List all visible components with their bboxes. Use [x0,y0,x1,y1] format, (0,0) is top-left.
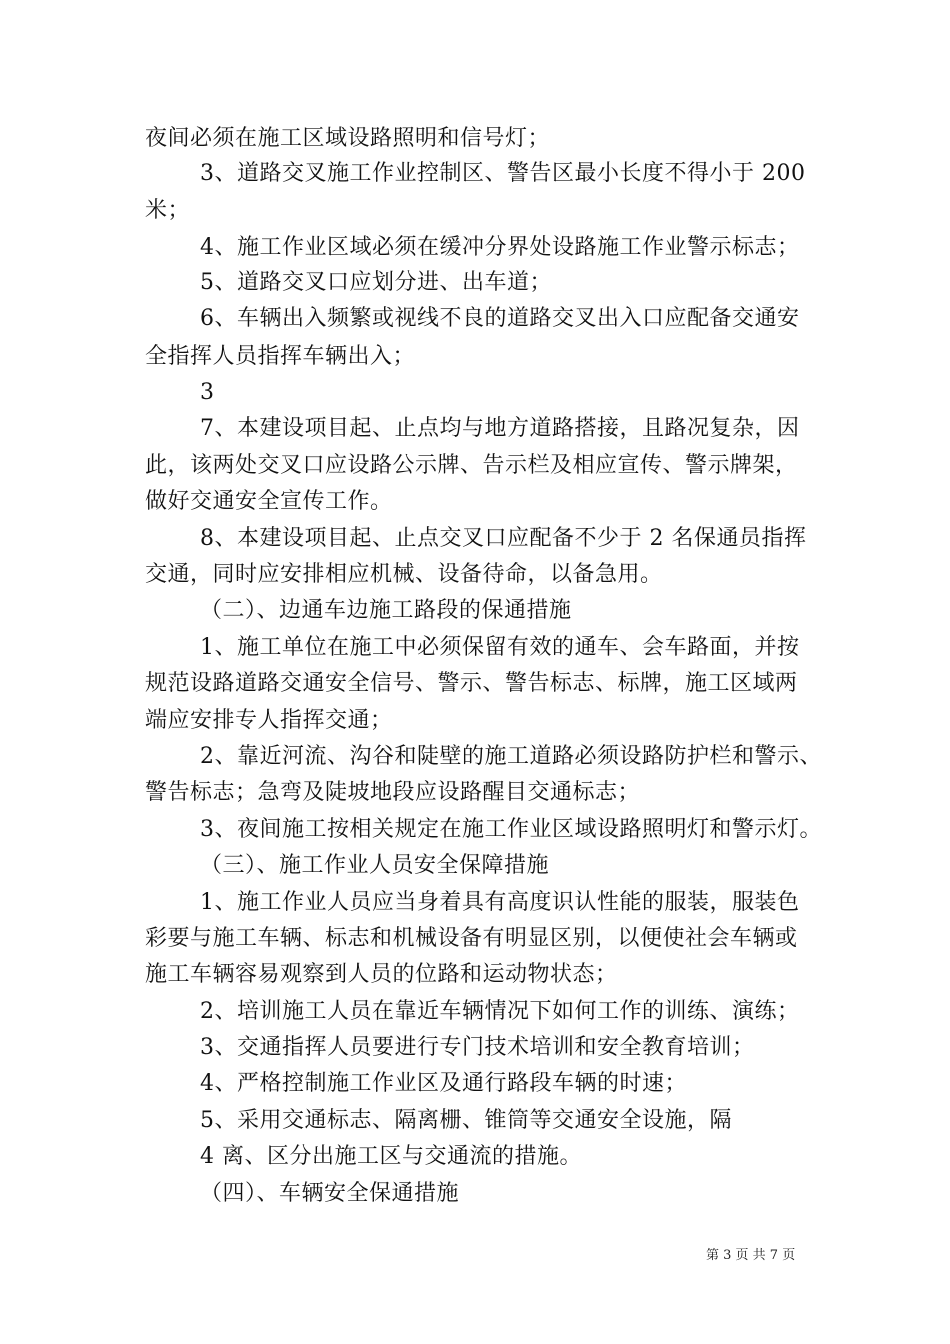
text-line: 3、道路交叉施工作业控制区、警告区最小长度不得小于 200 [200,161,806,186]
page-number-footer: 第 3 页 共 7 页 [706,1248,796,1263]
text-line: 1、施工作业人员应当身着具有高度识认性能的服装，服装色 [200,890,800,915]
text-line: 施工车辆容易观察到人员的位路和运动物状态； [145,962,618,987]
text-line: 交通，同时应安排相应机械、设备待命，以备急用。 [145,562,663,587]
page-marker: 3 [200,380,215,405]
text-line: 4、施工作业区域必须在缓冲分界处设路施工作业警示标志； [200,235,800,260]
text-line: 1、施工单位在施工中必须保留有效的通车、会车路面，并按 [200,635,800,660]
text-line: 夜间必须在施工区域设路照明和信号灯； [145,126,551,151]
section-heading: （三）、施工作业人员安全保障措施 [200,853,550,878]
text-line: 彩要与施工车辆、标志和机械设备有明显区别，以便使社会车辆或 [145,926,798,951]
text-line: 3、夜间施工按相关规定在施工作业区域设路照明灯和警示灯。 [200,817,822,842]
text-line: 5、采用交通标志、隔离栅、锥筒等交通安全设施，隔 [200,1108,732,1133]
text-line: 4 离、区分出施工区与交通流的措施。 [200,1144,582,1169]
text-line: 做好交通安全宣传工作。 [145,489,393,514]
text-line: 米； [145,198,191,223]
text-line: 2、培训施工人员在靠近车辆情况下如何工作的训练、演练； [200,999,800,1024]
section-heading: （四）、车辆安全保通措施 [200,1181,460,1206]
text-line: 2、靠近河流、沟谷和陡壁的施工道路必须设路防护栏和警示、 [200,744,822,769]
text-line: 此，该两处交叉口应设路公示牌、告示栏及相应宣传、警示牌架， [145,453,798,478]
text-line: 全指挥人员指挥车辆出入； [145,344,416,369]
text-line: 3、交通指挥人员要进行专门技术培训和安全教育培训； [200,1035,755,1060]
text-line: 5、道路交叉口应划分进、出车道； [200,270,552,295]
text-line: 规范设路道路交通安全信号、警示、警告标志、标牌，施工区域两 [145,671,798,696]
text-line: 8、本建设项目起、止点交叉口应配备不少于 2 名保通员指挥 [200,526,807,551]
text-line: 警告标志；急弯及陡坡地段应设路醒目交通标志； [145,780,641,805]
text-line: 7、本建设项目起、止点均与地方道路搭接，且路况复杂，因 [200,416,800,441]
text-line: 4、严格控制施工作业区及通行路段车辆的时速； [200,1071,687,1096]
text-line: 6、车辆出入频繁或视线不良的道路交叉出入口应配备交通安 [200,306,800,331]
text-line: 端应安排专人指挥交通； [145,708,393,733]
section-heading: （二）、边通车边施工路段的保通措施 [200,598,572,623]
